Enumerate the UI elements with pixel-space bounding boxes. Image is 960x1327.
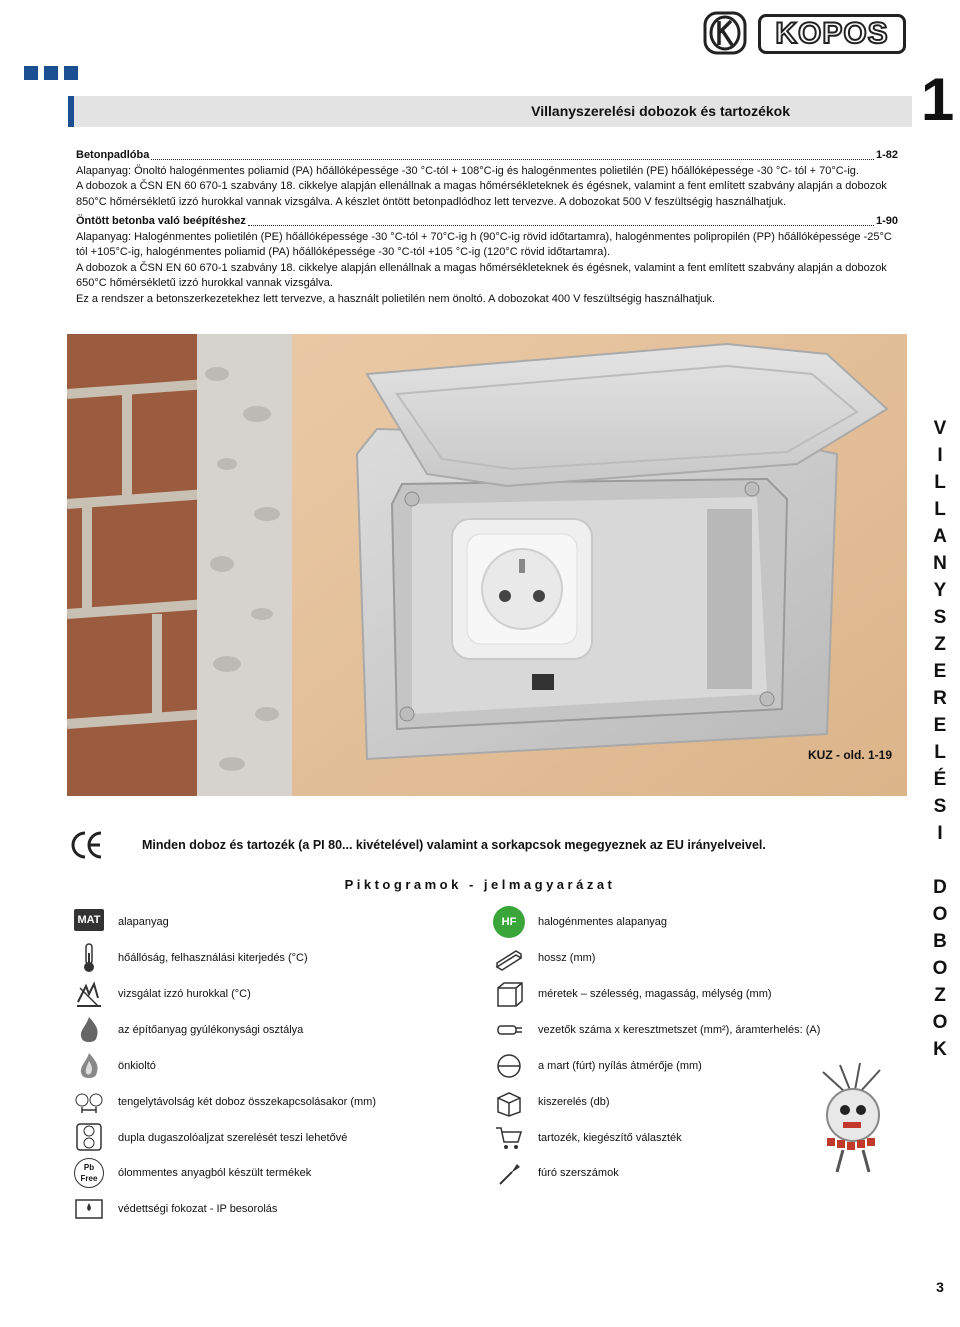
- hole-diameter-icon: [494, 1051, 524, 1081]
- side-title-letter: Z: [934, 634, 946, 655]
- leader-dots: [248, 214, 874, 226]
- body-line: A dobozok a ČSN EN 60 670-1 szabvány 18. cikkelye alapján ellenállnak a magas hőmérsékleteknek és égésnek, valamint a fent említett szabvány alapján a dobozok: [76, 261, 887, 274]
- body-line: 850°C hőmérsékletű izzó hurokkal vannak vizsgálva. A készlet öntött betonpadlódhoz lett tervezve. A dobozokat 500 V feszültségig használhatjuk.: [76, 195, 787, 208]
- body-line: Ez a rendszer a betonszerkezetekhez lett tervezve, a használt polietilén nem önoltó. A dobozokat 400 V feszültségig használhatjuk.: [76, 292, 715, 305]
- leader-dots: [151, 148, 874, 160]
- body-line: A dobozok a ČSN EN 60 670-1 szabvány 18. cikkelye alapján ellenállnak a magas hőmérsékleteknek és égésnek, valamint a fent említett szabvány alapján a dobozok: [76, 180, 887, 192]
- kopos-logo-wordmark: [758, 14, 906, 54]
- kopos-logo-mark: [703, 11, 747, 55]
- pictogram-legend-title: Piktogramok - jelmagyarázat: [344, 877, 616, 892]
- cable-icon: [494, 1015, 524, 1045]
- side-title-letter: I: [937, 445, 943, 466]
- body-line: 650°C hőmérsékletű izzó hurokkal vannak vizsgálva.: [76, 277, 333, 289]
- section-page: 1-90: [875, 215, 898, 227]
- side-title-letter: E: [933, 715, 947, 736]
- legend-text: tartozék, kiegészítő választék: [538, 1132, 682, 1144]
- legend-text: hőállóság, felhasználási kiterjedés (°C): [118, 952, 308, 964]
- screwdriver-icon: [494, 1158, 524, 1188]
- ce-compliance-note: Minden doboz és tartozék (a PI 80... kivételével) valamint a sorkapcsok megegyeznek az EU irányelveivel.: [142, 838, 766, 852]
- side-title-letter: O: [932, 904, 948, 925]
- section-title: Öntött betonba való beépítéshez: [76, 215, 246, 227]
- halogen-free-badge: HF: [501, 916, 517, 928]
- self-extinguishing-icon: [74, 1051, 104, 1081]
- section-heading-ontott-beton: [76, 214, 898, 230]
- legend-text: a mart (fúrt) nyílás átmérője (mm): [538, 1060, 702, 1072]
- mat-icon: [74, 909, 104, 931]
- side-title-letter: E: [933, 661, 947, 682]
- lead-free-badge-top: Pb: [83, 1163, 95, 1172]
- legend-text: tengelytávolság két doboz összekapcsolásakor (mm): [118, 1096, 377, 1108]
- legend-text: hossz (mm): [538, 952, 596, 964]
- accent-squares: [24, 66, 84, 85]
- legend-text: vezetők száma x keresztmetszet (mm²), áramterhelés: (A): [538, 1024, 821, 1036]
- side-title-letter: O: [932, 1012, 948, 1033]
- side-title-letter: S: [933, 796, 947, 817]
- side-title-letter: K: [933, 1039, 947, 1060]
- ce-mark-icon: [70, 828, 104, 862]
- legend-text: kiszerelés (db): [538, 1096, 610, 1108]
- side-title-letter: N: [933, 553, 947, 574]
- side-title-letter: Y: [933, 580, 947, 601]
- side-title-letter: [925, 847, 955, 874]
- side-title-letter: I: [937, 823, 943, 844]
- side-title-letter: B: [933, 931, 947, 952]
- mascot-illustration: [805, 1060, 900, 1180]
- body-line: Alapanyag: Halogénmentes polietilén (PE) hőállóképessége -30 °C-tól + 70°C-ig h (90°C-ig rövid időtartamra), halogénmentes polipropilén (PP) hőállóképessége -25°C: [76, 230, 892, 243]
- double-socket-icon: [74, 1122, 104, 1152]
- side-title-letter: O: [932, 958, 948, 979]
- legend-text: fúró szerszámok: [538, 1167, 619, 1179]
- body-line: tól +105°C-ig, halogénmentes poliamid (PA) hőállóképessége -30 °C-tól +105 °C-ig (120°C rövid időtartamra).: [76, 246, 611, 258]
- legend-text: alapanyag: [118, 916, 169, 928]
- halogen-free-icon: [493, 906, 525, 938]
- side-title-letter: L: [934, 499, 946, 520]
- side-title-letter: S: [933, 607, 947, 628]
- length-icon: [494, 943, 524, 973]
- legend-text: önkioltó: [118, 1060, 156, 1072]
- lead-free-icon: [74, 1158, 104, 1188]
- legend-text: halogénmentes alapanyag: [538, 916, 668, 928]
- brand-name: KOPOS: [775, 17, 889, 50]
- body-line: Alapanyag: Önoltó halogénmentes poliamid (PA) hőállóképessége -30 °C-tól + 108°C-ig és halogénmentes polietilén (PE) hőállóképessége -30 °C- tól + 70°C-ig.: [76, 164, 859, 177]
- side-title-letter: Z: [934, 985, 946, 1006]
- ip-rating-icon: [74, 1194, 104, 1224]
- product-photo: [67, 334, 907, 796]
- mat-label: MAT: [74, 909, 104, 931]
- legend-text: vizsgálat izzó hurokkal (°C): [118, 988, 251, 1000]
- package-icon: [494, 1088, 524, 1118]
- dimensions-icon: [494, 980, 524, 1010]
- glow-wire-icon: [74, 980, 104, 1010]
- lead-free-badge-bottom: Free: [80, 1174, 98, 1183]
- axis-distance-icon: [74, 1088, 104, 1118]
- page-number: 3: [936, 1279, 944, 1295]
- chapter-number: 1: [920, 66, 955, 133]
- side-title-letter: V: [933, 418, 947, 439]
- side-title-letter: L: [934, 472, 946, 493]
- legend-text: védettségi fokozat - IP besorolás: [118, 1203, 278, 1215]
- flammability-icon: [74, 1015, 104, 1045]
- legend-text: méretek – szélesség, magasság, mélység (mm): [538, 988, 772, 1000]
- side-title-letter: L: [934, 742, 946, 763]
- side-title-letter: É: [933, 769, 947, 790]
- section-title: Betonpadlóba: [76, 149, 150, 161]
- thermometer-icon: [74, 943, 104, 973]
- legend-text: ólommentes anyagból készült termékek: [118, 1167, 312, 1179]
- side-title-letter: D: [933, 877, 947, 898]
- side-vertical-title: [925, 415, 955, 1063]
- section-heading-betonpadloba: [76, 148, 898, 164]
- cart-icon: [494, 1122, 524, 1152]
- side-title-letter: A: [933, 526, 947, 547]
- photo-caption: KUZ - old. 1-19: [808, 748, 893, 762]
- legend-text: dupla dugaszolóaljzat szerelését teszi lehetővé: [118, 1132, 348, 1144]
- legend-text: az építőanyag gyúlékonysági osztálya: [118, 1024, 304, 1036]
- page-title: Villanyszerelési dobozok és tartozékok: [531, 103, 790, 119]
- section-page: 1-82: [875, 149, 898, 161]
- side-title-letter: R: [933, 688, 947, 709]
